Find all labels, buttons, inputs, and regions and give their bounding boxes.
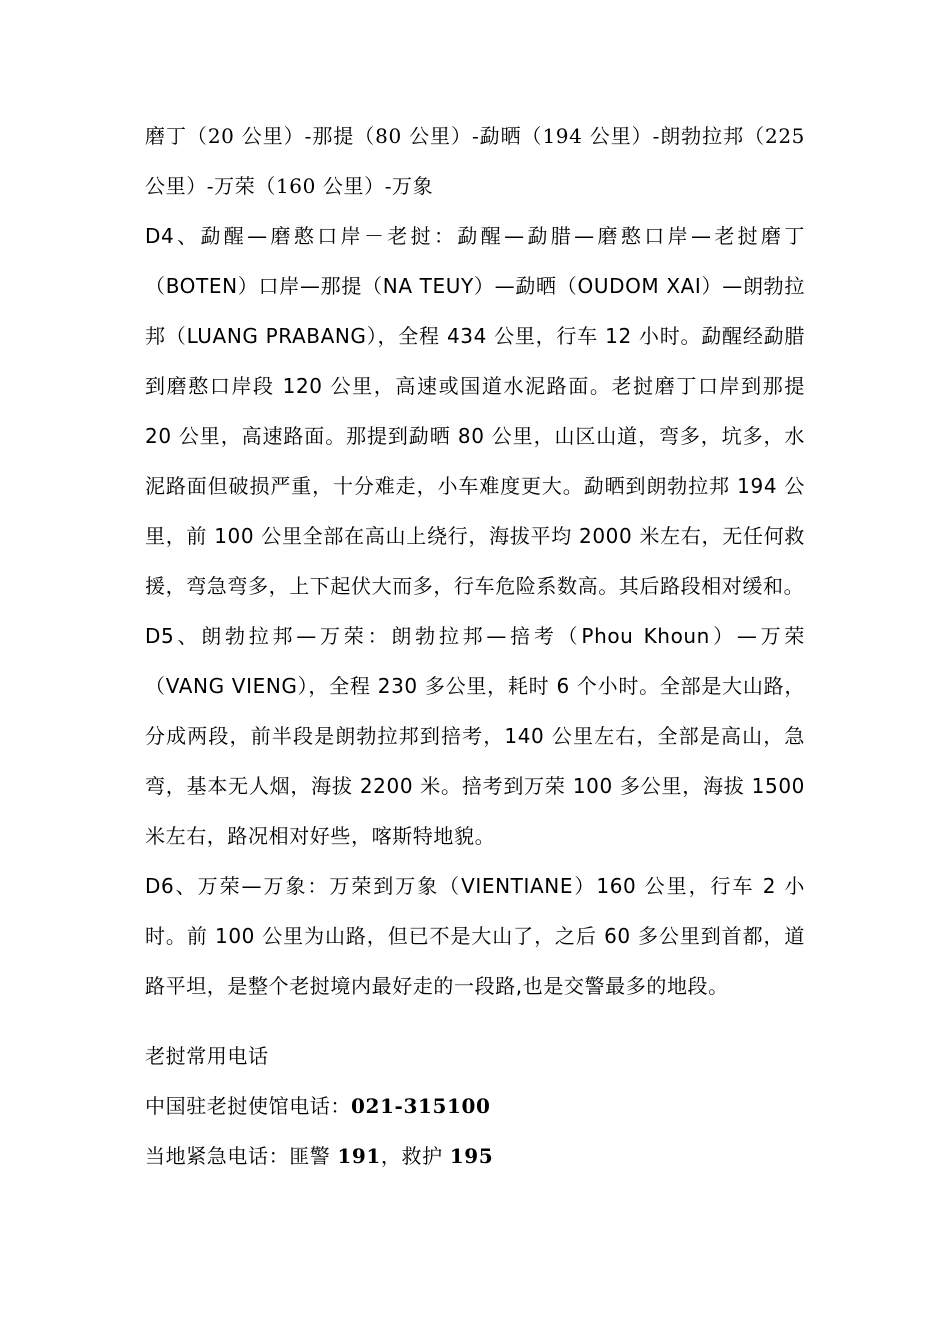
section-gap	[145, 1011, 805, 1031]
day-6-paragraph: D6、万荣—万象：万荣到万象（VIENTIANE）160 公里，行车 2 小时。前 100 公里为山路，但已不是大山了，之后 60 多公里到首都，道路平坦，是整个老挝境内最好走的一段路,也是交警最多的地段。	[145, 874, 805, 998]
phones-heading: 老挝常用电话	[145, 1044, 269, 1068]
emergency-phone-label: 当地紧急电话：匪警	[145, 1144, 338, 1168]
document-page	[145, 111, 805, 1181]
embassy-phone-label: 中国驻老挝使馆电话：	[145, 1094, 351, 1118]
route-summary: 磨丁（20 公里）-那提（80 公里）-勐晒（194 公里）-朗勃拉邦（225 公里）-万荣（160 公里）-万象	[145, 124, 805, 198]
ambulance-label: ，救护	[380, 1144, 450, 1168]
embassy-phone-line	[145, 1081, 805, 1131]
embassy-phone-number: 021-315100	[351, 1094, 491, 1118]
day-4-paragraph: D4、勐醒—磨憨口岸－老挝：勐醒—勐腊—磨憨口岸—老挝磨丁（BOTEN）口岸—那提（NA TEUY）—勐晒（OUDOM XAI）—朗勃拉邦（LUANG PRABANG），全程 434 公里，行车 12 小时。勐醒经勐腊到磨憨口岸段 120 公里，高速或国道水泥路面。老挝磨丁口岸到那提 20 公里，高速路面。那提到勐晒 80 公里，山区山道，弯多，坑多，水泥路面但破损严重，十分难走，小车难度更大。勐晒到朗勃拉邦 194 公里，前 100 公里全部在高山上绕行，海拔平均 2000 米左右，无任何救援，弯急弯多，上下起伏大而多，行车危险系数高。其后路段相对缓和。	[145, 224, 805, 598]
ambulance-number: 195	[449, 1144, 494, 1168]
emergency-phone-line	[145, 1131, 805, 1181]
police-number: 191	[337, 1144, 381, 1168]
day-5-paragraph: D5、朗勃拉邦—万荣：朗勃拉邦—掊考（Phou Khoun）—万荣（VANG VIENG），全程 230 多公里，耗时 6 个小时。全部是大山路，分成两段，前半段是朗勃拉邦到掊考，140 公里左右，全部是高山，急弯，基本无人烟，海拔 2200 米。掊考到万荣 100 多公里，海拔 1500 米左右，路况相对好些，喀斯特地貌。	[145, 624, 805, 848]
